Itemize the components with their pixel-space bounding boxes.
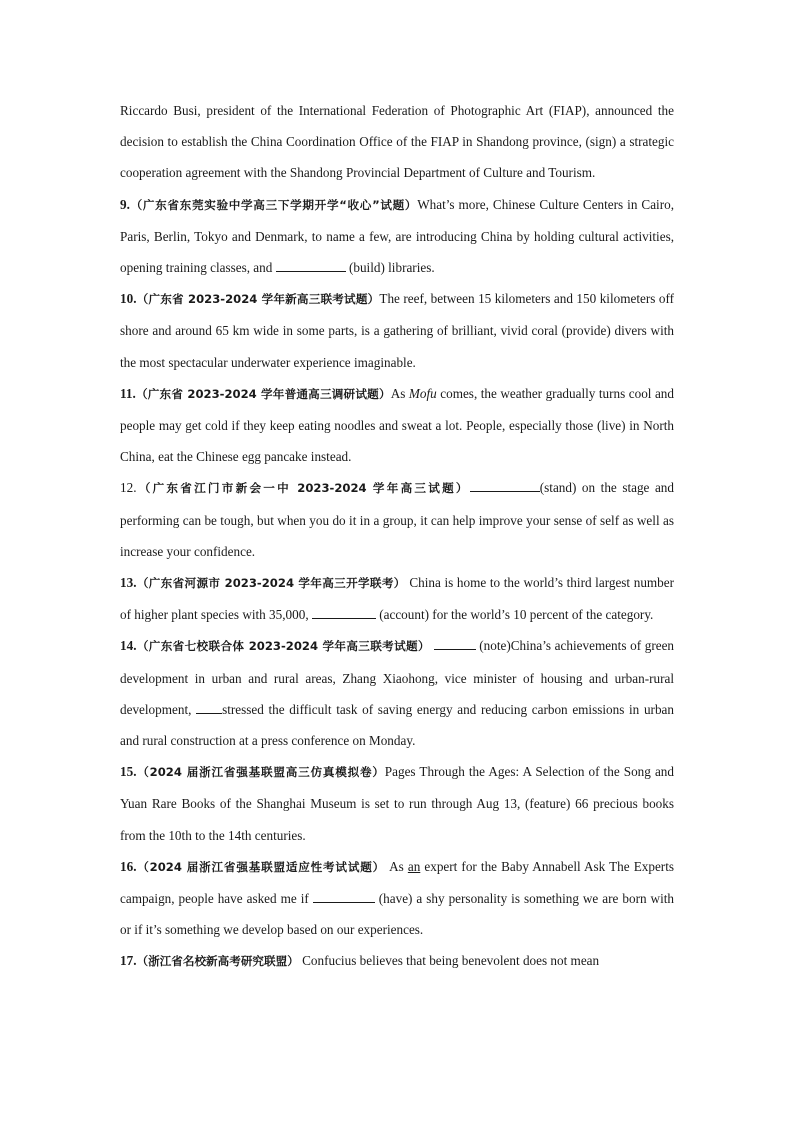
question-number: 11. <box>120 385 136 401</box>
question-text: (stand) on the stage and performing can be tough, but when you do it in a group, it can help improve your sense of self as well as increase your confidence. <box>120 480 674 559</box>
question-text: stressed the difficult task of saving energy and reducing carbon emissions in urban and rural construction at a press conference on Monday. <box>120 701 674 749</box>
question-text: (build) libraries. <box>345 260 435 276</box>
question-9 <box>120 189 674 284</box>
question-source: （广东省河源市 2023-2024 学年高三开学联考） <box>136 576 406 591</box>
italic-term: Mofu <box>408 385 437 401</box>
question-13 <box>120 567 674 630</box>
question-number: 15. <box>120 764 137 780</box>
answer-blank[interactable] <box>313 889 375 903</box>
intro-paragraph <box>120 95 674 189</box>
question-source: （广东省东莞实验中学高三下学期开学“收心”试题） <box>129 197 418 212</box>
question-text: (account) for the world’s 10 percent of the category. <box>375 607 654 623</box>
question-text: As <box>385 858 408 874</box>
intro-text: Riccardo Busi, president of the International Federation of Photographic Art (FIAP), announced the decision to establish the China Coordination Office of the FIAP in Shandong province, (sign) a strategic cooperation agreement with the Shandong Provincial Department of Culture and Tourism. <box>120 103 674 181</box>
answer-blank[interactable] <box>312 605 376 619</box>
underlined-word: an <box>407 858 421 874</box>
question-source: （广东省 2023-2024 学年新高三联考试题） <box>136 292 380 307</box>
question-text: (note)China’s achievements of green development in urban and rural areas, Zhang Xiaohong, vice minister of housing and urban-rural development, <box>120 638 675 717</box>
question-16 <box>120 851 674 946</box>
question-11 <box>120 378 674 473</box>
question-15 <box>120 756 674 851</box>
question-text: What’s more, Chinese Culture Centers in Cairo, Paris, Berlin, Tokyo and Denmark, to name a few, are introducing China by holding cultural activities, opening training classes, and <box>120 196 674 276</box>
question-text: Confucius believes that being benevolent does not mean <box>298 953 600 969</box>
question-source: （广东省 2023-2024 学年普通高三调研试题） <box>135 386 391 401</box>
question-number: 10. <box>120 291 137 307</box>
answer-blank[interactable] <box>196 700 222 714</box>
document-page <box>120 95 674 978</box>
question-17 <box>120 945 674 977</box>
question-source: （浙江省名校新高考研究联盟） <box>136 954 299 969</box>
question-source: （2024 届浙江省强基联盟适应性考试试题） <box>136 859 385 874</box>
question-text: The reef, between 15 kilometers and 150 kilometers off shore and around 65 km wide in some parts, is a gathering of brilliant, vivid coral (provide) divers with the most spectacular underwater experience imaginable. <box>120 291 674 370</box>
question-text: Pages Through the Ages: A Selection of the Song and Yuan Rare Books of the Shanghai Museum is set to run through Aug 13, (feature) 66 precious books from the 10th to the 14th centuries. <box>120 764 674 843</box>
question-number: 17. <box>120 953 137 969</box>
question-number: 12. <box>120 480 137 496</box>
question-number: 16. <box>120 858 137 874</box>
question-source: （2024 届浙江省强基联盟高三仿真模拟卷） <box>136 765 385 780</box>
answer-blank[interactable] <box>470 478 540 492</box>
question-source: （广东省七校联合体 2023-2024 学年高三联考试题） <box>136 639 430 654</box>
question-14 <box>120 630 674 756</box>
question-number: 14. <box>120 638 137 654</box>
question-text: expert for the Baby Annabell Ask The Experts campaign, people have asked me if <box>120 858 674 907</box>
question-10 <box>120 283 674 378</box>
answer-blank[interactable] <box>434 636 476 650</box>
question-source: （广东省江门市新会一中 2023-2024 学年高三试题） <box>136 481 470 496</box>
question-text: China is home to the world’s third largest number of higher plant species with 35,000, <box>120 575 675 623</box>
question-text: (have) a shy personality is something we are born with or if it’s something we develop based on our experiences. <box>120 891 674 938</box>
question-text: As <box>390 385 409 401</box>
question-12 <box>120 472 674 567</box>
question-text: comes, the weather gradually turns cool and people may get cold if they keep eating noodles and sweat a lot. People, especially those (live) in North China, eat the Chinese egg pancake instead. <box>120 385 674 465</box>
question-number: 9. <box>120 196 130 212</box>
question-number: 13. <box>120 575 137 591</box>
answer-blank[interactable] <box>276 258 346 272</box>
